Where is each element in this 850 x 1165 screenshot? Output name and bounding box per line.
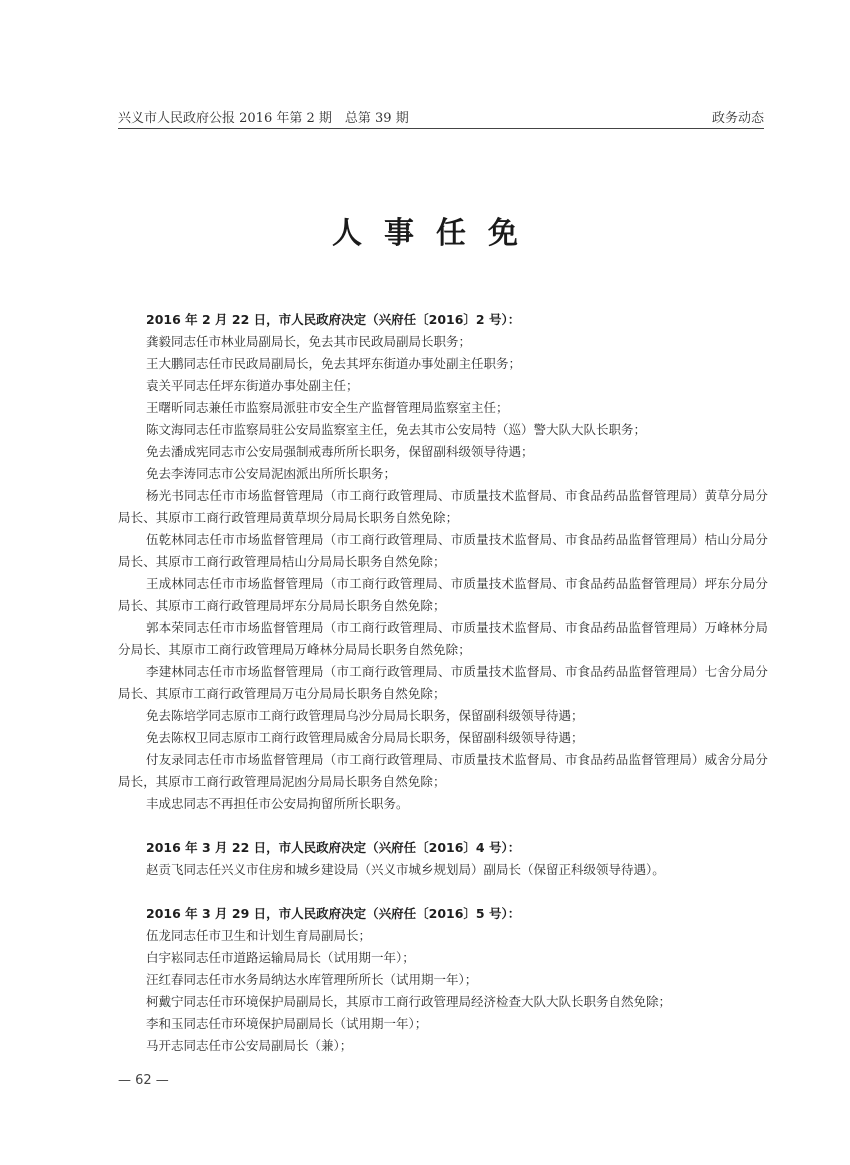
decision-section — [118, 309, 768, 815]
decision-heading: 2016 年 3 月 29 日，市人民政府决定（兴府任〔2016〕5 号）： — [146, 906, 521, 921]
appointment-item: 白宇崧同志任市道路运输局局长（试用期一年）； — [146, 950, 415, 965]
appointment-item: 杨光书同志任市市场监督管理局（市工商行政管理局、市质量技术监督局、市食品药品监督管理局）黄草分局分局长、其原市工商行政管理局黄草坝分局局长职务自然免除； — [118, 488, 768, 525]
appointment-item: 柯戴宁同志任市环境保护局副局长，其原市工商行政管理局经济检查大队大队长职务自然免除； — [146, 994, 672, 1009]
appointment-item: 免去李涛同志市公安局泥凼派出所所长职务； — [146, 466, 397, 481]
decision-heading: 2016 年 2 月 22 日，市人民政府决定（兴府任〔2016〕2 号）： — [146, 312, 521, 327]
appointment-item: 免去陈权卫同志原市工商行政管理局威舍分局局长职务，保留副科级领导待遇； — [146, 730, 584, 745]
appointment-item: 付友录同志任市市场监督管理局（市工商行政管理局、市质量技术监督局、市食品药品监督管理局）威舍分局分局长，其原市工商行政管理局泥凼分局局长职务自然免除； — [118, 752, 768, 789]
appointment-item: 陈文海同志任市监察局驻公安局监察室主任，免去其市公安局特（巡）警大队大队长职务； — [146, 422, 647, 437]
appointment-item: 郭本荣同志任市市场监督管理局（市工商行政管理局、市质量技术监督局、市食品药品监督管理局）万峰林分局分局长、其原市工商行政管理局万峰林分局局长职务自然免除； — [118, 620, 768, 657]
appointment-item: 赵贡飞同志任兴义市住房和城乡建设局（兴义市城乡规划局）副局长（保留正科级领导待遇）。 — [146, 862, 665, 877]
appointment-item: 李建林同志任市市场监督管理局（市工商行政管理局、市质量技术监督局、市食品药品监督管理局）七舍分局分局长、其原市工商行政管理局万屯分局局长职务自然免除； — [118, 664, 768, 701]
appointment-item: 王大鹏同志任市民政局副局长，免去其坪东街道办事处副主任职务； — [146, 356, 522, 371]
article-body — [118, 309, 768, 1057]
appointment-item: 伍龙同志任市卫生和计划生育局副局长； — [146, 928, 372, 943]
running-header — [118, 104, 764, 129]
appointment-item: 丰成忠同志不再担任市公安局拘留所所长职务。 — [146, 796, 409, 811]
appointment-item: 马开志同志任市公安局副局长（兼）； — [146, 1038, 353, 1053]
appointment-item: 袁关平同志任坪东街道办事处副主任； — [146, 378, 359, 393]
journal-issue: 兴义市人民政府公报 2016 年第 2 期 总第 39 期 — [118, 111, 409, 126]
appointment-item: 伍乾林同志任市市场监督管理局（市工商行政管理局、市质量技术监督局、市食品药品监督管理局）桔山分局分局长、其原市工商行政管理局桔山分局局长职务自然免除； — [118, 532, 768, 569]
decision-section — [118, 903, 768, 1057]
appointment-item: 汪红春同志任市水务局纳达水库管理所所长（试用期一年）； — [146, 972, 478, 987]
page-number: — 62 — — [118, 1073, 169, 1088]
appointment-item: 龚毅同志任市林业局副局长，免去其市民政局副局长职务； — [146, 334, 472, 349]
appointment-item: 王曙昕同志兼任市监察局派驻市安全生产监督管理局监察室主任； — [146, 400, 509, 415]
appointment-item: 免去陈培学同志原市工商行政管理局乌沙分局局长职务，保留副科级领导待遇； — [146, 708, 584, 723]
decision-heading: 2016 年 3 月 22 日，市人民政府决定（兴府任〔2016〕4 号）： — [146, 840, 521, 855]
page-title: 人事任免 — [332, 216, 540, 251]
section-name: 政务动态 — [711, 111, 764, 126]
appointment-item: 李和玉同志任市环境保护局副局长（试用期一年）； — [146, 1016, 428, 1031]
appointment-item: 王成林同志任市市场监督管理局（市工商行政管理局、市质量技术监督局、市食品药品监督管理局）坪东分局分局长、其原市工商行政管理局坪东分局局长职务自然免除； — [118, 576, 768, 613]
appointment-item: 免去潘成宪同志市公安局强制戒毒所所长职务，保留副科级领导待遇； — [146, 444, 534, 459]
decision-section — [118, 837, 768, 881]
